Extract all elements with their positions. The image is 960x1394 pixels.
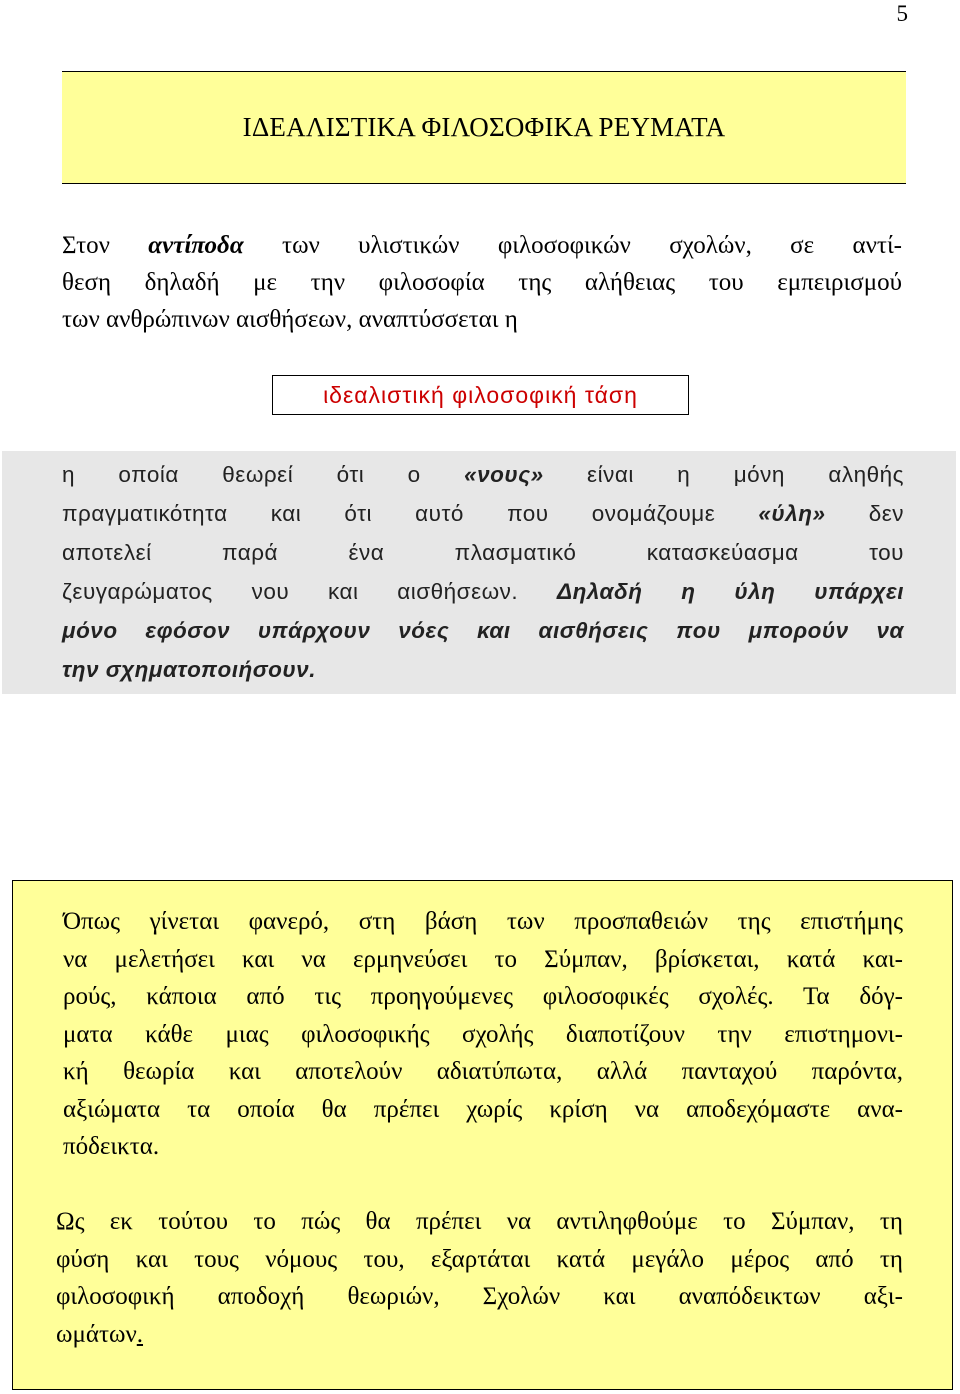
intro-emphasis: αντίποδα — [148, 232, 244, 259]
definition-line-3: αποτελεί παρά ένα πλασματικό κατασκεύασμα του — [62, 540, 904, 565]
conclusion-line: αξιώματα τα οποία θα πρέπει χωρίς κρίση να αποδεχόμαστε ανα- — [63, 1095, 903, 1123]
intro-line-2: θεση δηλαδή με την φιλοσοφία της αλήθειας του εμπειρισμού — [62, 269, 902, 296]
page-title: ΙΔΕΑΛΙΣΤΙΚΑ ΦΙΛΟΣΟΦΙΚΑ ΡΕΥΜΑΤΑ — [242, 112, 726, 142]
definition-line-5: μόνο εφόσον υπάρχουν νόες και αισθήσεις που μπορούν να — [62, 618, 904, 643]
conclusion-line: φιλοσοφική αποδοχή θεωριών, Σχολών και αναπόδεικτων αξι- — [56, 1283, 903, 1310]
highlighted-term: ιδεαλιστική φιλοσοφική τάση — [272, 375, 689, 415]
conclusion-line: πόδεικτα. — [63, 1133, 160, 1160]
conclusion-line: φύση και τους νόμους του, εξαρτάται κατά μεγάλο μέρος από τη — [56, 1245, 903, 1273]
conclusion-line: Όπως γίνεται φανερό, στη βάση των προσπαθειών της επιστήμης — [63, 908, 903, 935]
conclusion-box — [12, 880, 953, 1390]
intro-paragraph — [62, 227, 902, 338]
conclusion-line: κή θεωρία και αποτελούν αδιατύπωτα, αλλά πανταχού παρόντα, — [63, 1058, 903, 1085]
conclusion-line-last: ωμάτων. — [56, 1320, 144, 1348]
conclusion-paragraph-1 — [63, 903, 903, 1166]
definition-line-2: πραγματικότητα και ότι αυτό που ονομάζουμε «ύλη» δεν — [62, 501, 904, 526]
conclusion-line: να μελετήσει και να ερμηνεύσει το Σύμπαν, βρίσκεται, κατά και- — [63, 945, 903, 973]
conclusion-paragraph-2 — [56, 1203, 903, 1353]
definition-line-1: η οποία θεωρεί ότι ο «νους» είναι η μόνη αληθής — [62, 462, 904, 487]
definition-text — [62, 455, 904, 689]
page-number: 5 — [896, 1, 908, 26]
definition-box — [2, 451, 956, 694]
title-banner — [62, 71, 906, 184]
definition-line-6: την σχηματοποιήσουν. — [62, 657, 316, 682]
intro-line-3: των ανθρώπινων αισθήσεων, αναπτύσσεται η — [62, 306, 518, 333]
conclusion-line: ρούς, κάποια από τις προηγούμενες φιλοσοφικές σχολές. Τα δόγ- — [63, 983, 903, 1010]
conclusion-line: ματα κάθε μιας φιλοσοφικής σχολής διαποτίζουν την επιστημονι- — [63, 1020, 903, 1048]
intro-line-1: Στον αντίποδα των υλιστικών φιλοσοφικών σχολών, σε αντί- — [62, 232, 902, 259]
definition-line-4: ζευγαρώματος νου και αισθήσεων. Δηλαδή η ύλη υπάρχει — [62, 579, 904, 604]
conclusion-line: Ως εκ τούτου το πώς θα πρέπει να αντιληφθούμε το Σύμπαν, τη — [56, 1208, 903, 1235]
